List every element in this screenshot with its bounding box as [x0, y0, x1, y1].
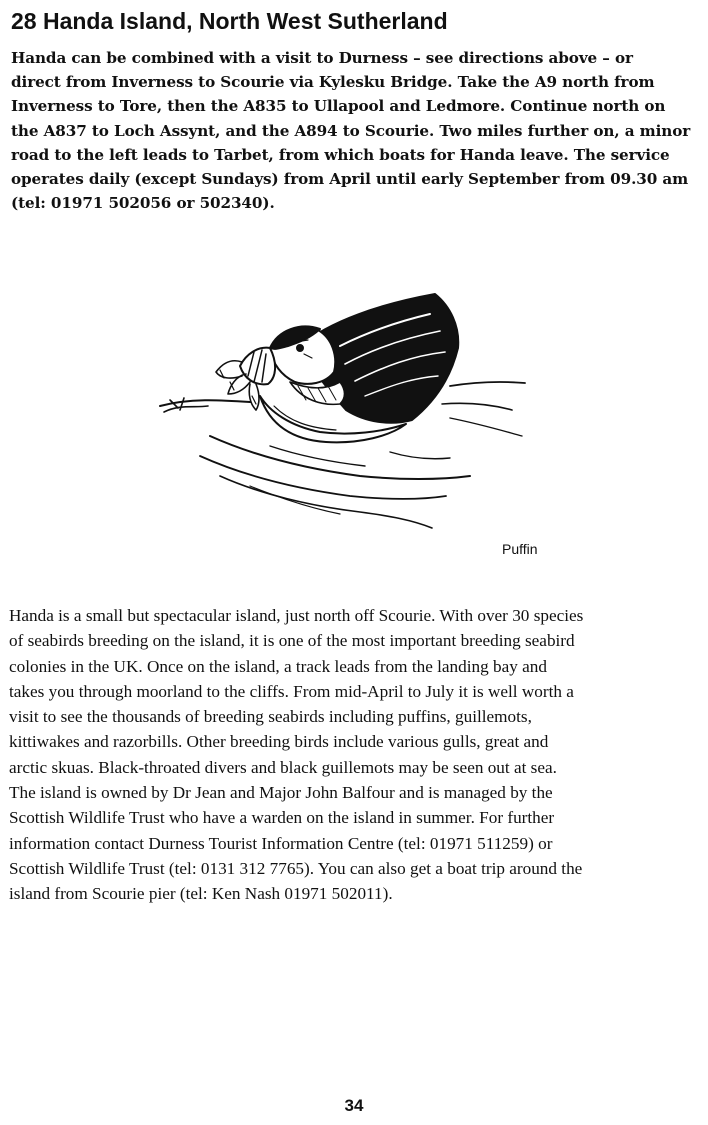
body-line: of seabirds breeding on the island, it is one of the most important breeding seabird [9, 631, 575, 651]
page-number: 34 [344, 1096, 364, 1115]
section-heading: 28 Handa Island, North West Sutherland [11, 8, 448, 34]
body-line: takes you through moorland to the cliffs. From mid-April to July it is well worth a [9, 681, 574, 701]
body-paragraph [9, 603, 704, 907]
directions-paragraph [11, 46, 703, 215]
puffin-figure [150, 286, 540, 546]
directions-line: direct from Inverness to Scourie via Kylesku Bridge. Take the A9 north from [11, 73, 655, 92]
directions-line: Inverness to Tore, then the A835 to Ullapool and Ledmore. Continue north on [11, 97, 666, 116]
body-line: colonies in the UK. Once on the island, a track leads from the landing bay and [9, 656, 547, 676]
directions-line: road to the left leads to Tarbet, from which boats for Handa leave. The service [11, 145, 670, 164]
directions-line: the A837 to Loch Assynt, and the A894 to Scourie. Two miles further on, a minor [11, 121, 691, 140]
body-line: arctic skuas. Black-throated divers and black guillemots may be seen out at sea. [9, 757, 557, 777]
directions-line: Handa can be combined with a visit to Durness – see directions above – or [11, 49, 633, 67]
body-line: information contact Durness Tourist Information Centre (tel: 01971 511259) or [9, 833, 553, 853]
figure-caption: Puffin [502, 541, 538, 557]
body-line: Scottish Wildlife Trust who have a warden on the island in summer. For further [9, 808, 555, 828]
directions-line: (tel: 01971 502056 or 502340). [11, 194, 275, 213]
body-line: island from Scourie pier (tel: Ken Nash 01971 502011). [9, 884, 393, 904]
body-line: Handa is a small but spectacular island, just north off Scourie. With over 30 species [9, 606, 584, 625]
body-line: visit to see the thousands of breeding seabirds including puffins, guillemots, [9, 707, 532, 727]
directions-line: operates daily (except Sundays) from April until early September from 09.30 am [11, 170, 689, 189]
body-line: Scottish Wildlife Trust (tel: 0131 312 7765). You can also get a boat trip around the [9, 858, 583, 878]
body-line: The island is owned by Dr Jean and Major John Balfour and is managed by the [9, 783, 553, 803]
puffin-illustration [150, 286, 540, 546]
body-line: kittiwakes and razorbills. Other breeding birds include various gulls, great and [9, 732, 549, 752]
